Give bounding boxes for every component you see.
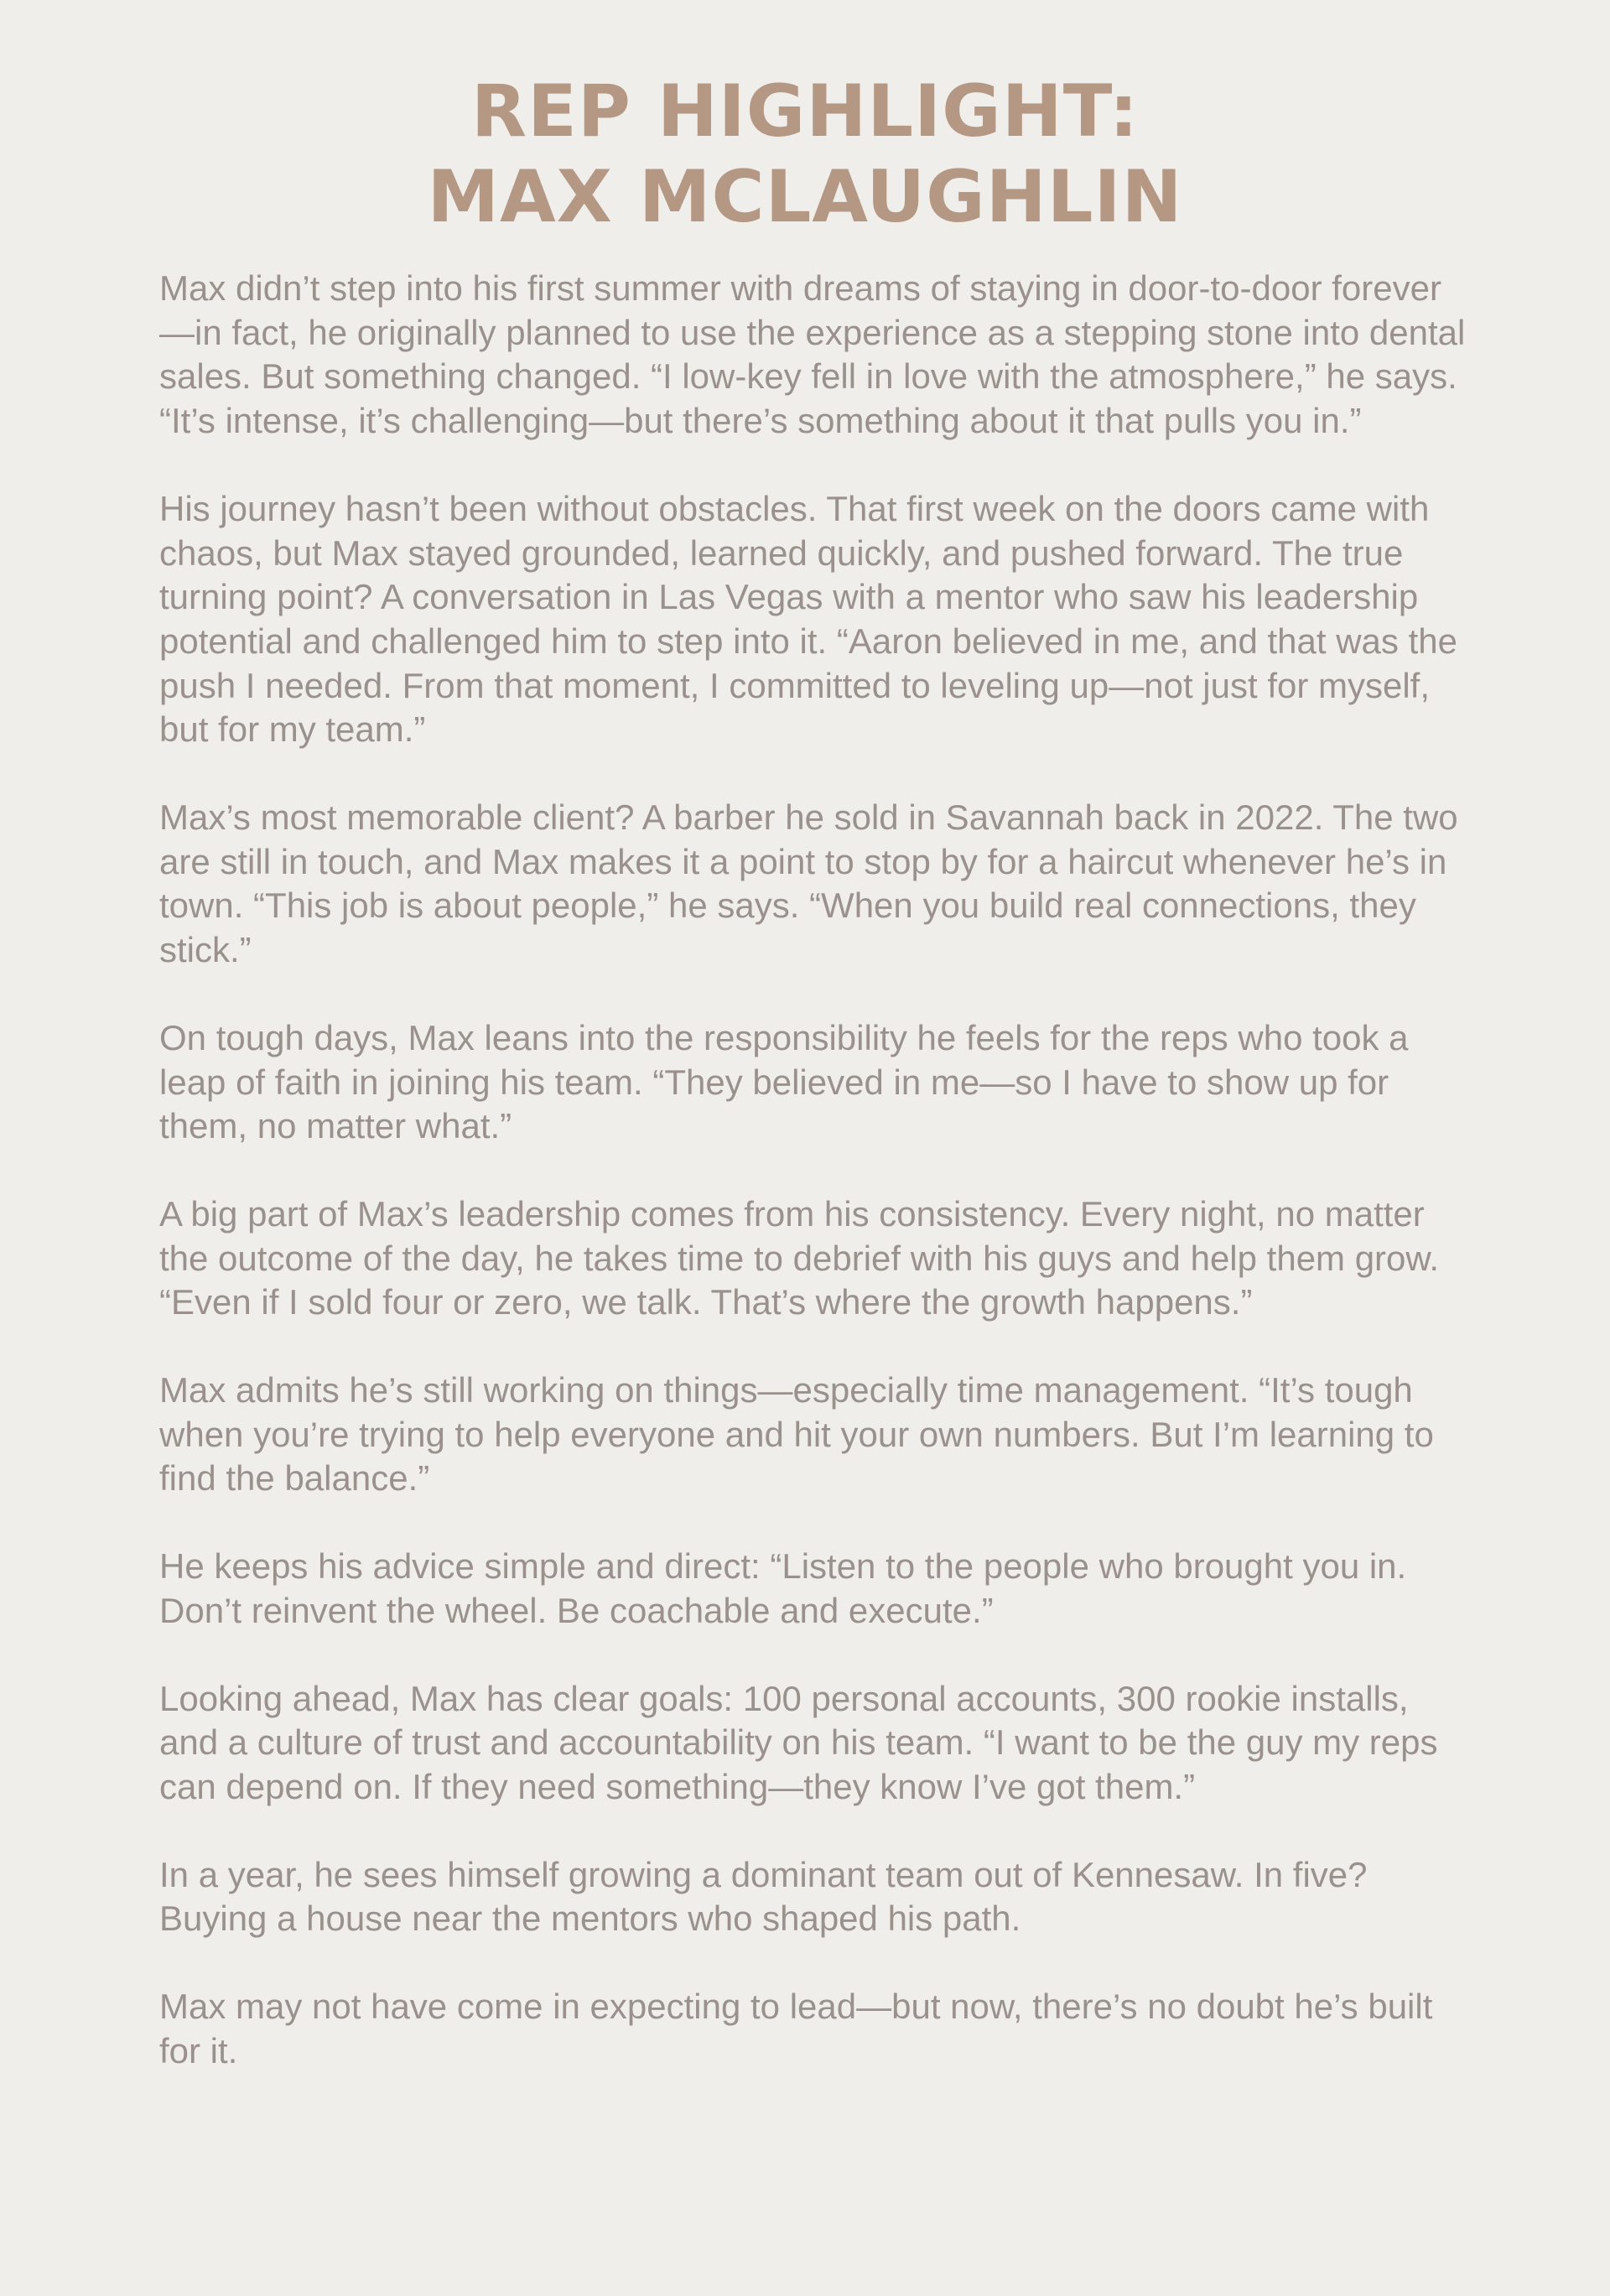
paragraph-3: Max’s most memorable client? A barber he sold in Savannah back in 2022. The two are still in touch, and Max makes it a point to stop by for a haircut whenever he’s in town. “This job is about people,” he says. “When you build real connections, they stick.” <box>159 797 1458 970</box>
article-body <box>159 267 1467 2117</box>
paragraph-7: He keeps his advice simple and direct: “Listen to the people who brought you in. Don’t reinvent the wheel. Be coachable and execute.” <box>159 1546 1407 1630</box>
article-title <box>0 69 1610 240</box>
title-line-2: MAX MCLAUGHLIN <box>427 155 1183 239</box>
title-line-1: REP HIGHLIGHT: <box>470 70 1140 153</box>
paragraph-4: On tough days, Max leans into the responsibility he feels for the reps who took a leap of faith in joining his team. “They believed in me—so I have to show up for them, no matter what.” <box>159 1017 1409 1146</box>
paragraph-6: Max admits he’s still working on things—especially time management. “It’s tough when you’re trying to help everyone and hit your own numbers. But I’m learning to find the balance.” <box>159 1370 1434 1499</box>
paragraph-5: A big part of Max’s leadership comes from his consistency. Every night, no matter the outcome of the day, he takes time to debrief with his guys and help them grow. “Even if I sold four or zero, we talk. That’s where the growth happens.” <box>159 1193 1440 1322</box>
paragraph-8: Looking ahead, Max has clear goals: 100 personal accounts, 300 rookie installs, and a culture of trust and accountability on his team. “I want to be the guy my reps can depend on. If they need something—they know I’ve got them.” <box>159 1678 1438 1806</box>
paragraph-9: In a year, he sees himself growing a dominant team out of Kennesaw. In five? Buying a house near the mentors who shaped his path. <box>159 1854 1368 1939</box>
paragraph-1: Max didn’t step into his first summer with dreams of staying in door-to-door forever—in fact, he originally planned to use the experience as a stepping stone into dental sales. But something changed. “I low-key fell in love with the atmosphere,” he says. “It’s intense, it’s challenging—but there’s something about it that pulls you in.” <box>159 268 1466 441</box>
paragraph-10: Max may not have come in expecting to lead—but now, there’s no doubt he’s built for it. <box>159 1987 1433 2070</box>
paragraph-2: His journey hasn’t been without obstacles. That first week on the doors came with chaos, but Max stayed grounded, learned quickly, and pushed forward. The true turning point? A conversation in Las Vegas with a mentor who saw his leadership potential and challenged him to step into it. “Aaron believed in me, and that was the push I needed. From that moment, I committed to leveling up—not just for myself, but for my team.” <box>159 488 1457 750</box>
